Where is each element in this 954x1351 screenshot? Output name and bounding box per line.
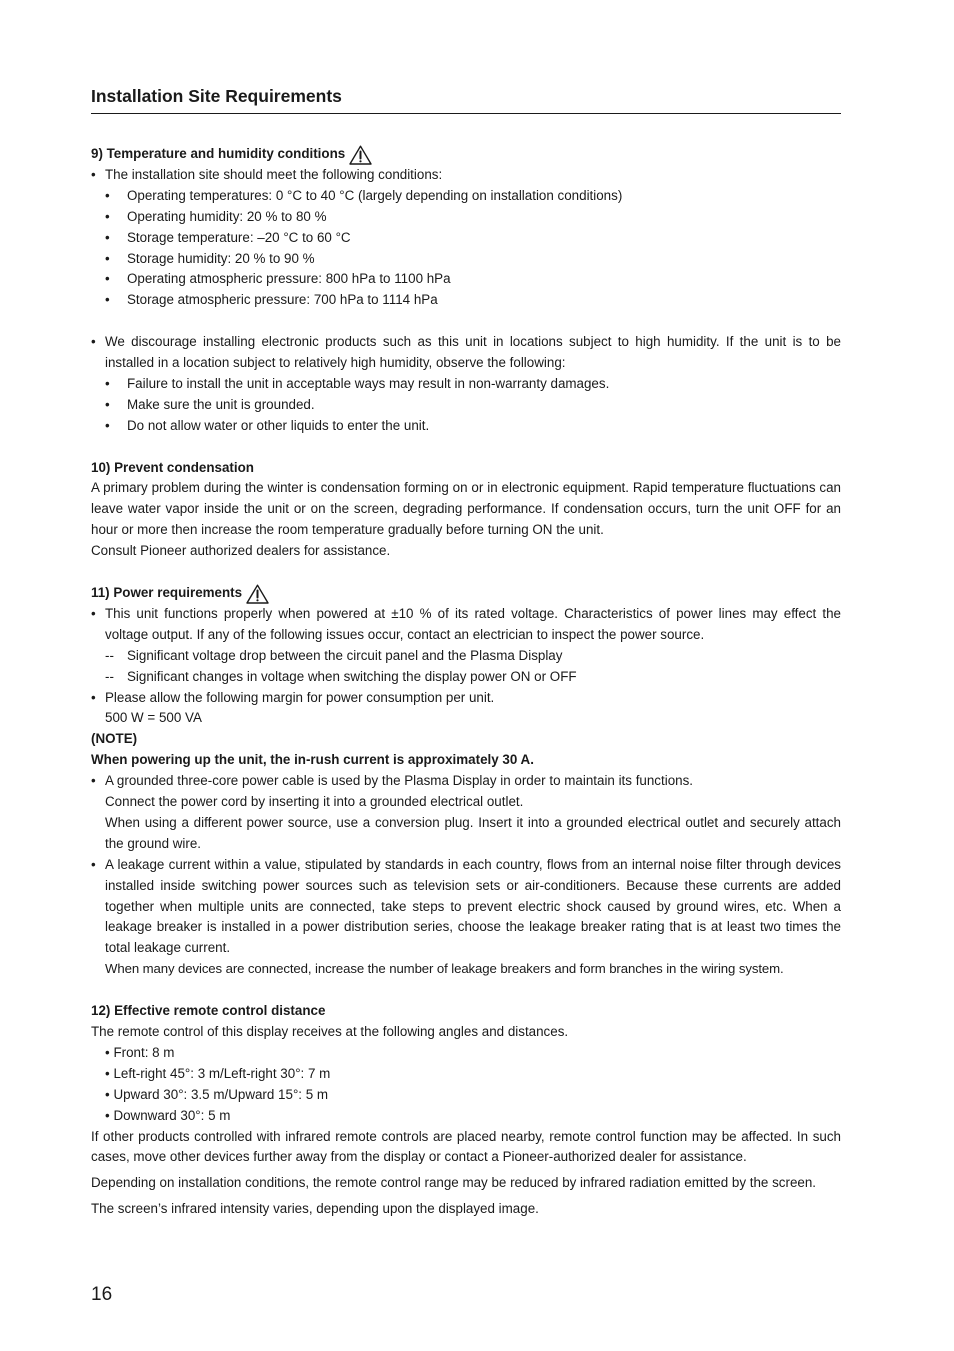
- warning-icon: [246, 584, 269, 604]
- sec11-consumption: 500 W = 500 VA: [105, 710, 202, 726]
- sec10-body: A primary problem during the winter is condensation forming on or in electronic equipment. Rapid temperature fluctuations can leave water vapor inside the unit or on the screen, degrading performance. If condensation occurs, turn the unit OFF for an hour or more then increase the room temperature gradually before turning ON the unit.: [91, 480, 841, 538]
- sec11-margin: • Please allow the following margin for power consumption per unit.: [91, 689, 495, 705]
- sec12-para-2: Depending on installation conditions, the remote control range may be reduced by infrared radiation emitted by the screen.: [91, 1175, 817, 1191]
- sec11-voltage: • This unit functions properly when powered at ±10 % of its rated voltage. Characteristics of power lines may effect the voltage output. If any of the following issues occur, contact an electrician to inspect the power source.: [91, 605, 841, 642]
- page-number: 16: [91, 1284, 113, 1305]
- list-item: • Make sure the unit is grounded.: [105, 396, 315, 412]
- list-item: • Operating humidity: 20 % to 80 %: [105, 208, 327, 224]
- section-11-heading: 11) Power requirements: [91, 583, 841, 604]
- section-12-heading: 12) Effective remote control distance: [91, 1003, 326, 1019]
- list-item: • Downward 30°: 5 m: [105, 1107, 231, 1123]
- warning-icon: [349, 145, 372, 165]
- page-content: [91, 144, 841, 1220]
- sec11-cable-3: When using a different power source, use a conversion plug. Insert it into a grounded electrical outlet and securely attach the ground wire.: [105, 814, 841, 851]
- sec10-consult: Consult Pioneer authorized dealers for assistance.: [91, 543, 391, 559]
- list-item: • Front: 8 m: [105, 1044, 175, 1060]
- sec11-cable: • A grounded three-core power cable is used by the Plasma Display in order to maintain its functions.: [91, 773, 694, 789]
- list-item: • Storage temperature: –20 °C to 60 °C: [105, 229, 351, 245]
- sec11-cable-2: Connect the power cord by inserting it into a grounded electrical outlet.: [105, 794, 524, 810]
- list-item: • Operating temperatures: 0 °C to 40 °C (largely depending on installation conditions): [105, 187, 623, 203]
- section-10-heading: 10) Prevent condensation: [91, 459, 254, 475]
- list-item: • Left-right 45°: 3 m/Left-right 30°: 7 m: [105, 1065, 331, 1081]
- sec11-note-label: (NOTE): [91, 731, 138, 747]
- list-item: -- Significant voltage drop between the circuit panel and the Plasma Display: [105, 647, 563, 663]
- page: [91, 86, 841, 1220]
- sec12-intro: The remote control of this display receives at the following angles and distances.: [91, 1024, 569, 1039]
- list-item: • Storage humidity: 20 % to 90 %: [105, 250, 315, 266]
- sec12-para-3: The screen’s infrared intensity varies, depending upon the displayed image.: [91, 1201, 539, 1217]
- list-item: • Upward 30°: 3.5 m/Upward 15°: 5 m: [105, 1086, 329, 1102]
- sec11-note-text: When powering up the unit, the in-rush current is approximately 30 A.: [91, 752, 534, 768]
- page-title: Installation Site Requirements: [91, 86, 841, 114]
- sec11-leakage-2: When many devices are connected, increase the number of leakage breakers and form branches in the wiring system.: [105, 961, 784, 977]
- sec9-intro: • The installation site should meet the following conditions:: [91, 166, 443, 182]
- list-item: • Storage atmospheric pressure: 700 hPa to 1114 hPa: [105, 292, 438, 308]
- list-item: • Failure to install the unit in acceptable ways may result in non-warranty damages.: [105, 375, 610, 391]
- list-item: -- Significant changes in voltage when switching the display power ON or OFF: [105, 668, 577, 684]
- list-item: • Do not allow water or other liquids to enter the unit.: [105, 417, 430, 433]
- list-item: • Operating atmospheric pressure: 800 hPa to 1100 hPa: [105, 271, 451, 287]
- sec12-para-1: If other products controlled with infrared remote controls are placed nearby, remote control function may be affected. In such cases, move other devices further away from the display or contact a Pioneer-authorized dealer for assistance.: [91, 1128, 841, 1165]
- sec11-leakage: • A leakage current within a value, stipulated by standards in each country, flows from an internal noise filter through devices installed inside switching power sources such as television sets or air-conditioners. Because these currents are added together when multiple units are connected, take steps to prevent electric shock caused by ground wires, etc. When a leakage breaker is installed in a power distribution series, choose the leakage breaker rating that is at least two times the total leakage current.: [91, 856, 841, 956]
- section-9-heading: 9) Temperature and humidity conditions: [91, 144, 841, 165]
- sec9-humidity-note: • We discourage installing electronic products such as this unit in locations subject to high humidity. If the unit is to be installed in a location subject to relatively high humidity, observe the following:: [91, 334, 841, 371]
